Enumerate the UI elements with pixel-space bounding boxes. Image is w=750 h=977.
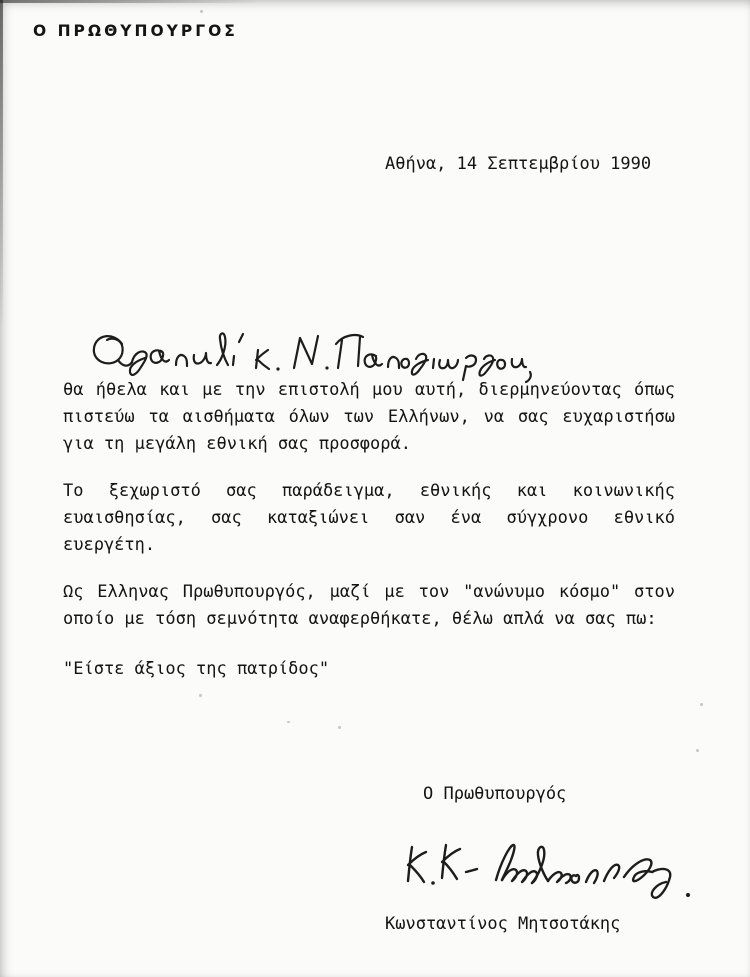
body-line: οποίο με τόση σεμνότητα αναφερθήκατε, θέλω απλά να σας πω: [63, 609, 657, 629]
scan-speck [696, 749, 699, 752]
body-paragraph [63, 478, 675, 559]
letterhead-title: Ο ΠΡΩΘΥΠΟΥΡΓΟΣ [33, 22, 238, 40]
scan-speck [199, 694, 202, 697]
letter-body [63, 377, 675, 683]
scan-speck [287, 721, 290, 723]
handwritten-salutation [86, 322, 538, 384]
body-paragraph [63, 377, 675, 458]
scan-edge-artifact-top [0, 0, 260, 3]
signer-name: Κωνσταντίνος Μητσοτάκης [385, 914, 621, 934]
scan-speck [700, 703, 703, 706]
body-paragraph [63, 656, 675, 683]
closing-title: Ο Πρωθυπουργός [423, 784, 567, 804]
dateline: Αθήνα, 14 Σεπτεμβρίου 1990 [385, 154, 652, 174]
scan-speck [200, 10, 203, 13]
body-line: πιστεύω τα αισθήματα όλων των Ελλήνων, να σας ευχαριστήσω [63, 407, 675, 427]
scan-speck [338, 726, 341, 729]
body-line: για τη μεγάλη εθνική σας προσφορά. [63, 434, 411, 454]
body-line: Ως Ελληνας Πρωθυπουργός, μαζί με τον "ανώνυμο κόσμο" στον [63, 582, 675, 602]
body-line: "Είστε άξιος της πατρίδος" [63, 659, 330, 679]
scan-edge-artifact-left [0, 0, 3, 330]
body-line: Το ξεχωριστό σας παράδειγμα, εθνικής και κοινωνικής [63, 481, 675, 501]
body-line: θα ήθελα και με την επιστολή μου αυτή, διερμηνεύοντας όπως [63, 380, 675, 400]
body-paragraph [63, 579, 675, 633]
body-line: ευαισθησίας, σας καταξιώνει σαν ένα σύγχρονο εθνικό [63, 508, 675, 528]
body-line: ευεργέτη. [63, 535, 156, 555]
handwritten-signature [400, 831, 710, 909]
